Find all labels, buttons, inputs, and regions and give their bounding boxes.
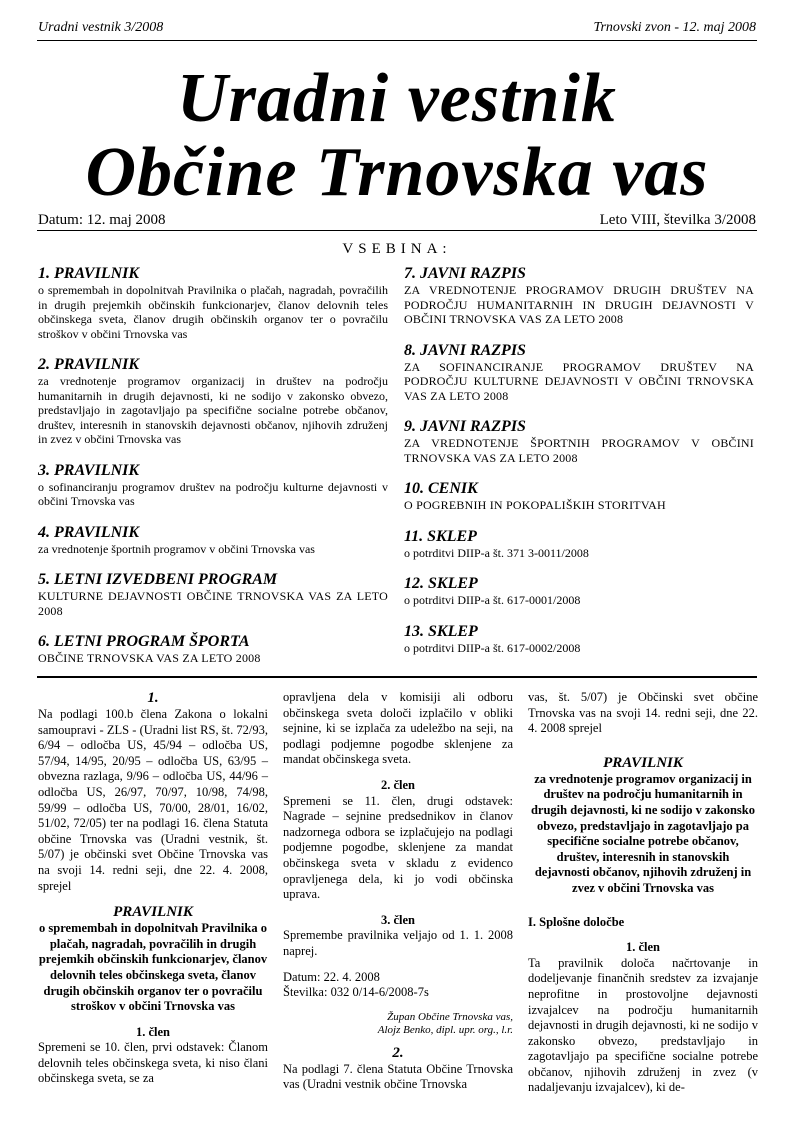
article-text: Spremeni se 10. člen, prvi odstavek: Članom delovnih teles občinskega sveta, ki niso člani občinskega sveta, se za <box>38 1040 268 1086</box>
masthead-title-line2: Občine Trnovska vas <box>85 134 709 211</box>
article-text: opravljena dela v komisiji ali odboru občinskega sveta določi izplačilo v obliki sejnine, ki se izplača za udeležbo na seji, na podlagi podjemne pogodbe sklenjene za mandat občinskega sveta. <box>283 690 513 767</box>
toc-item-desc: o potrditvi DIIP-a št. 371 3-0011/2008 <box>404 545 589 560</box>
preamble-text: vas, št. 5/07) je Občinski svet občine Trnovska vas na svoji 14. redni seji, dne 22. 4. 2008 sprejel <box>528 690 758 736</box>
body-column-3 <box>528 690 758 1096</box>
toc-item[interactable] <box>404 341 754 404</box>
toc-item[interactable] <box>404 527 754 561</box>
document-title: PRAVILNIK <box>113 904 193 921</box>
toc-item-head: 8. JAVNI RAZPIS <box>404 341 526 359</box>
document-subtitle: za vrednotenje programov organizacij in društev na področju humanitarnih in drugih dejavnosti, ki ne sodijo v zakonsko obvezo, predstavljajo in zagotavljajo pa specifične socialne potrebe občanov, društev, interesnih in stanovskih dejavnosti občanov, njihovih združenj in zvez v občini Trnovska vas <box>530 771 755 895</box>
toc-title: VSEBINA: <box>342 241 452 257</box>
toc-item-head: 9. JAVNI RAZPIS <box>404 418 526 435</box>
document-number: 2. <box>392 1044 404 1061</box>
toc-item-desc: KULTURNE DEJAVNOSTI OBČINE TRNOVSKA VAS ZA LETO 2008 <box>38 589 388 618</box>
article-heading: 1. člen <box>625 940 661 955</box>
article-heading: 2. člen <box>380 777 416 792</box>
toc-item[interactable] <box>404 417 754 465</box>
running-header-left: Uradni vestnik 3/2008 <box>38 20 164 35</box>
toc-item-head: 6. LETNI PROGRAM ŠPORTA <box>38 633 250 650</box>
toc-item[interactable] <box>404 479 754 513</box>
toc-item-head: 4. PRAVILNIK <box>38 523 140 541</box>
running-header-right: Trnovski zvon - 12. maj 2008 <box>593 20 756 35</box>
toc-item-desc: o spremembah in dopolnitvah Pravilnika o plačah, nagradah, povračilih in drugih prejemkih občinskih funkcionarjev, članov delovnih teles občinskega sveta, članov drugih občinskih organov ter o povračilu stroškov v občini Trnovska vas <box>38 283 388 341</box>
toc-item[interactable] <box>38 632 388 666</box>
toc-item-head: 3. PRAVILNIK <box>38 461 140 479</box>
toc-item-desc: O POGREBNIH IN POKOPALIŠKIH STORITVAH <box>404 498 666 512</box>
preamble-text: Na podlagi 100.b člena Zakona o lokalni samoupravi - ZLS - (Uradni list RS, št. 72/93, 6/94 – odločba US, 45/94 – odločba US, 57/94, 14/95, 20/95 – odločba US, 63/95 – obvezna razlaga, 9/96 – odločba US, 44/96 – odločba US, 26/97, 70/97, 10/98, 74/98, 59/99 – odločba US, 70/00, 28/01, 16/02, 51/02, 72/05) ter na podlagi 16. člena Statuta občine Trnovska vas (Uradni vestnik, št. 5/07) je občinski svet Občine Trnovska vas na svoji 14. redni seji, dne 22. 4. 2008, sprejel <box>38 707 268 893</box>
article-heading: 1. člen <box>135 1024 171 1039</box>
toc-item[interactable] <box>38 355 388 447</box>
issue-date: Datum: 12. maj 2008 <box>38 212 166 228</box>
signature-line-1: Župan Občine Trnovska vas, <box>387 1010 513 1023</box>
toc-item-desc: ZA VREDNOTENJE PROGRAMOV DRUGIH DRUŠTEV NA PODROČJU HUMANITARNIH IN DRUGIH DEJAVNOSTI V OBČINI TRNOVSKA VAS ZA LETO 2008 <box>404 283 754 326</box>
article-text: Spremeni se 11. člen, drugi odstavek: Nagrade – sejnine predsednikov in članov nadzornega odbora se izplačujejo na podlagi podjemne pogodbe, sklenjene za mandat občinskega sveta v skladu z evidenco opravljenega dela, ki jo vodi občinska uprava. <box>283 793 513 902</box>
article-text: Spremembe pravilnika veljajo od 1. 1. 2008 naprej. <box>283 928 513 958</box>
document-number: 1. <box>147 690 159 706</box>
document-subtitle: o spremembah in dopolnitvah Pravilnika o plačah, nagradah, povračilih in drugih prejemkih občinskih funkcionarjev, članov delovnih teles občinskega sveta, članov drugih občinskih organov ter o povračilu stroškov v občini Trnovska vas <box>38 921 268 1014</box>
section-heading: I. Splošne določbe <box>528 914 625 929</box>
body-column-1 <box>38 690 268 1087</box>
header-rule <box>37 40 757 41</box>
toc-item-head: 1. PRAVILNIK <box>38 265 140 282</box>
document-reference-number: Številka: 032 0/14-6/2008-7s <box>283 985 429 1000</box>
toc-item-desc: o potrditvi DIIP-a št. 617-0001/2008 <box>404 593 581 607</box>
toc-item-head: 13. SKLEP <box>404 622 478 640</box>
toc-item[interactable] <box>38 264 388 341</box>
toc-item-head: 2. PRAVILNIK <box>38 356 140 373</box>
toc-item[interactable] <box>404 574 754 608</box>
preamble-text: Na podlagi 7. člena Statuta Občine Trnovska vas (Uradni vestnik občine Trnovska <box>283 1061 513 1092</box>
article-heading: 3. člen <box>380 912 416 927</box>
body-column-2 <box>283 690 513 1093</box>
article-text: Ta pravilnik določa načrtovanje in dodeljevanje finančnih sredstev za izvajanje neprofitne in prostovoljne dejavnosti izvajalcev na področju humanitarnih dejavnosti in drugih dejavnosti, ki ne sodijo v zakonsko obvezo, predstavljajo in zagotavljajo pa specifične socialne potrebe občanov, njihovih združenj in zvez (v nadaljevanju izvajalcev), ki de- <box>528 955 758 1095</box>
toc-item-desc: za vrednotenje programov organizacij in društev na področju humanitarnih in drugih dejavnosti, ki ne sodijo v zakonsko obvezo, predstavljajo in zagotavljajo pa specifične socialne potrebe občanov, društev, interesnih in stanovskih dejavnosti občanov, njihovih združenj in zvez v občini Trnovska vas <box>38 374 388 446</box>
document-title: PRAVILNIK <box>603 754 683 771</box>
masthead-rule <box>37 230 757 231</box>
toc-item-desc: ZA VREDNOTENJE ŠPORTNIH PROGRAMOV V OBČINI TRNOVSKA VAS ZA LETO 2008 <box>404 436 754 465</box>
toc-item[interactable] <box>38 523 388 557</box>
masthead-title-line1: Uradni vestnik <box>177 60 617 137</box>
toc-item-desc: ZA SOFINANCIRANJE PROGRAMOV DRUŠTEV NA PODROČJU KULTURNE DEJAVNOSTI V OBČINI TRNOVSKA VAS ZA LETO 2008 <box>404 359 754 403</box>
toc-item-desc: za vrednotenje športnih programov v občini Trnovska vas <box>38 541 315 556</box>
toc-item-desc: OBČINE TRNOVSKA VAS ZA LETO 2008 <box>38 651 261 665</box>
toc-item-head: 5. LETNI IZVEDBENI PROGRAM <box>38 571 278 588</box>
toc-item[interactable] <box>38 570 388 618</box>
toc-item[interactable] <box>404 622 754 656</box>
toc-item[interactable] <box>38 461 388 509</box>
toc-item-head: 7. JAVNI RAZPIS <box>404 265 526 282</box>
issue-number: Leto VIII, številka 3/2008 <box>599 212 756 228</box>
toc-item-desc: o sofinanciranju programov društev na področju kulturne dejavnosti v občini Trnovska vas <box>38 479 388 508</box>
toc-bottom-rule <box>37 676 757 678</box>
document-date: Datum: 22. 4. 2008 <box>283 969 380 984</box>
toc-item-head: 11. SKLEP <box>404 527 477 545</box>
toc-item-head: 12. SKLEP <box>404 575 478 592</box>
toc-left-column <box>38 264 388 680</box>
toc-item-desc: o potrditvi DIIP-a št. 617-0002/2008 <box>404 640 581 655</box>
toc-item[interactable] <box>404 264 754 327</box>
signature-line-2: Alojz Benko, dipl. upr. org., l.r. <box>377 1023 513 1036</box>
toc-right-column <box>404 264 754 669</box>
toc-item-head: 10. CENIK <box>404 480 478 497</box>
